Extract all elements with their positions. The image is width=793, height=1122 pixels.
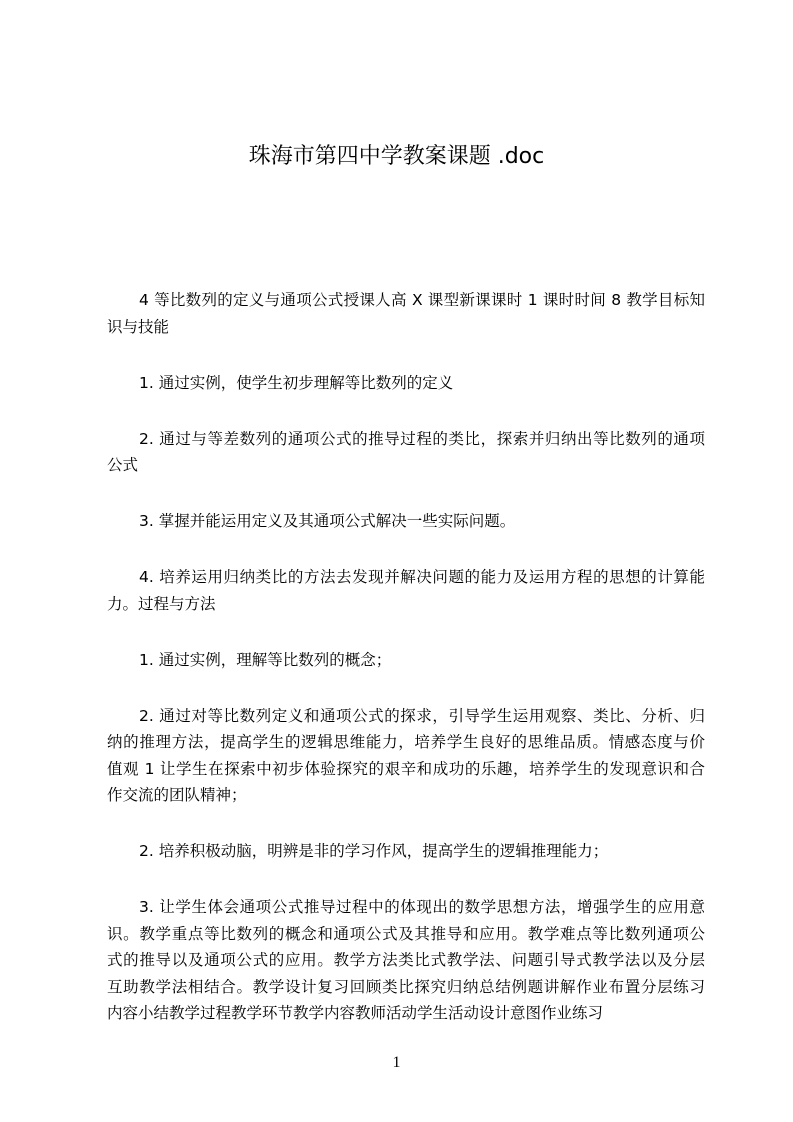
- paragraph: [107, 564, 705, 617]
- paragraph-line: 3. 让学生体会通项公式推导过程中的体现出的数学思想方法，增强学生的应用意: [139, 898, 705, 916]
- paragraph: [107, 508, 705, 535]
- paragraph-line: 纳的推理方法，提高学生的逻辑思维能力，培养学生良好的思维品质。情感态度与价: [107, 733, 705, 751]
- paragraph-line: 值观 1 让学生在探索中初步体验探究的艰辛和成功的乐趣，培养学生的发现意识和合: [107, 759, 705, 778]
- document-title: 珠海市第四中学教案课题 .doc: [248, 144, 545, 169]
- paragraph-line: 2. 通过对等比数列定义和通项公式的探求，引导学生运用观察、类比、分析、归: [139, 706, 705, 725]
- paragraph: [107, 838, 705, 865]
- paragraph: [107, 287, 705, 340]
- paragraph-line: 力。过程与方法: [107, 594, 216, 613]
- paragraph-line: 4 等比数列的定义与通项公式授课人高 X 课型新课课时 1 课时时间 8 教学目标知: [139, 291, 705, 309]
- paragraph-line: 1. 通过实例，理解等比数列的概念；: [139, 650, 392, 669]
- paragraph-line: 1. 通过实例，使学生初步理解等比数列的定义: [139, 373, 454, 392]
- paragraph-line: 作交流的团队精神；: [107, 786, 247, 804]
- paragraph-line: 4. 培养运用归纳类比的方法去发现并解决问题的能力及运用方程的思想的计算能: [139, 568, 705, 586]
- paragraph-line: 公式: [107, 456, 139, 474]
- paragraph: [107, 426, 705, 479]
- document-body: [107, 287, 705, 1056]
- paragraph-line: 2. 培养积极动脑，明辨是非的学习作风，提高学生的逻辑推理能力；: [139, 842, 609, 860]
- paragraph-line: 识。教学重点等比数列的概念和通项公式及其推导和应用。教学难点等比数列通项公: [107, 924, 705, 943]
- paragraph-line: 2. 通过与等差数列的通项公式的推导过程的类比，探索并归纳出等比数列的通项: [139, 429, 705, 448]
- paragraph: [107, 703, 705, 809]
- paragraph-line: 识与技能: [107, 317, 170, 336]
- paragraph-line: 互助教学法相结合。教学设计复习回顾类比探究归纳总结例题讲解作业布置分层练习: [107, 977, 705, 996]
- paragraph-line: 式的推导以及通项公式的应用。教学方法类比式教学法、问题引导式教学法以及分层: [107, 951, 705, 969]
- paragraph: [107, 647, 705, 674]
- paragraph-line: 3. 掌握并能运用定义及其通项公式解决一些实际问题。: [139, 512, 516, 530]
- page-number: 1: [392, 1054, 401, 1071]
- paragraph-line: 内容小结教学过程教学环节教学内容教师活动学生活动设计意图作业练习: [107, 1004, 604, 1022]
- paragraph: [107, 370, 705, 397]
- paragraph: [107, 894, 705, 1027]
